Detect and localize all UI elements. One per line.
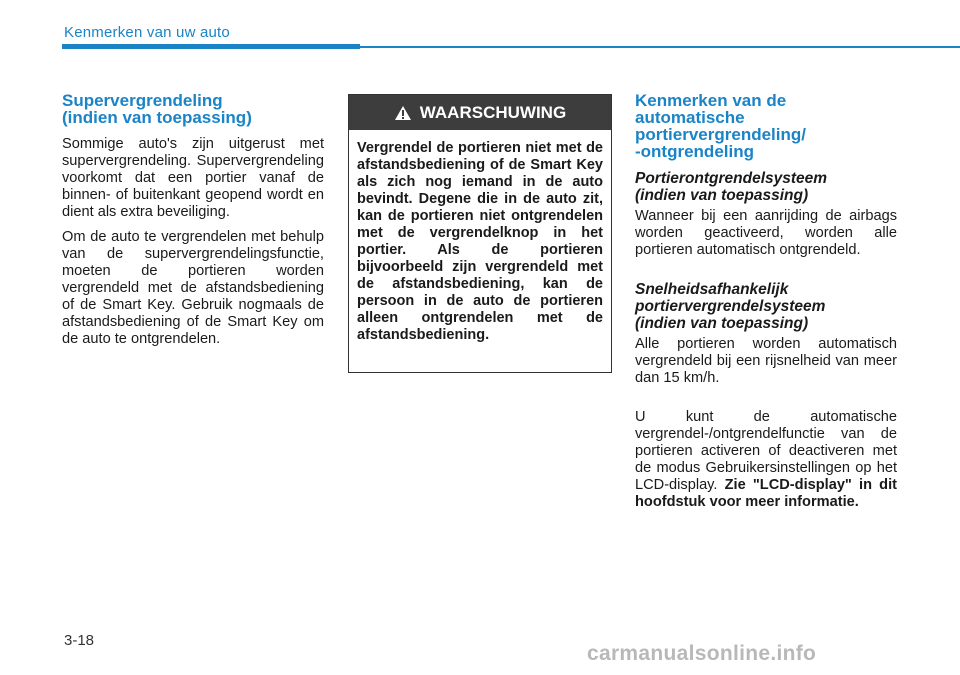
warning-box [348, 94, 612, 373]
header-bar-thick [62, 44, 360, 49]
paragraph-text: U kunt de automatische vergrendel-/ontgrendelfunctie van de portieren activeren of deactiveren met de modus Gebruikersinstellingen op het LCD-display. [635, 409, 897, 493]
subheading-line: Portierontgrendelsysteem [635, 170, 828, 187]
heading-line: Supervergrendeling [62, 91, 223, 110]
cross-reference: Zie "LCD-display" in dit hoofdstuk voor meer informatie. [635, 477, 897, 510]
section-title: Kenmerken van uw auto [64, 24, 230, 41]
paragraph: Sommige auto's zijn uitgerust met supervergrendeling. Supervergrendeling voorkomt dat een portier vanaf de binnen- of buitenkant geopend wordt en dient als extra beveiliging. [62, 136, 324, 220]
warning-header [349, 95, 611, 130]
unlock-system-subheading [635, 170, 897, 204]
paragraph: Wanneer bij een aanrijding de airbags worden geactiveerd, worden alle portieren automatisch ontgrendeld. [635, 208, 897, 258]
left-column [62, 92, 324, 356]
paragraph [635, 409, 897, 511]
heading-line: automatische [635, 108, 745, 127]
paragraph: Om de auto te vergrendelen met behulp van de supervergrendelingsfunctie, moeten de portieren worden vergrendeld met de afstandsbediening of de Smart Key. Gebruik nogmaals de afstandsbediening of de Smart Key om de auto te ontgrendelen. [62, 229, 324, 347]
right-column [635, 92, 897, 519]
heading-line: portiervergrendeling/ [635, 125, 806, 144]
heading-line: -ontgrendeling [635, 142, 754, 161]
watermark: carmanualsonline.info [587, 642, 817, 665]
supervergrendeling-heading [62, 92, 324, 126]
heading-line: Kenmerken van de [635, 91, 787, 110]
speed-lock-subheading [635, 281, 897, 332]
subheading-line: Snelheidsafhankelijk [635, 281, 789, 298]
subheading-line: portiervergrendelsysteem [635, 298, 826, 315]
subheading-line: (indien van toepassing) [635, 315, 809, 332]
subheading-line: (indien van toepassing) [635, 187, 809, 204]
warning-title: WAARSCHUWING [419, 102, 567, 122]
page-number: 3-18 [64, 632, 95, 649]
warning-text: Vergrendel de portieren niet met de afstandsbediening of de Smart Key als zich nog iemand in de auto bevindt. Degene die in de auto zit, kan de portieren niet ontgrendelen met de vergrendelknop in het portier. Als de portieren bijvoorbeeld zijn vergrendeld met de afstandsbediening, kan de persoon in de auto de portieren alleen ontgrendelen met de afstandsbediening. [357, 140, 603, 343]
automatic-locking-heading [635, 92, 897, 160]
heading-line: (indien van toepassing) [62, 108, 252, 127]
header-bar-thin [360, 46, 960, 48]
paragraph: Alle portieren worden automatisch vergrendeld bij een rijsnelheid van meer dan 15 km/h. [635, 336, 897, 386]
warning-triangle-icon [394, 105, 412, 121]
